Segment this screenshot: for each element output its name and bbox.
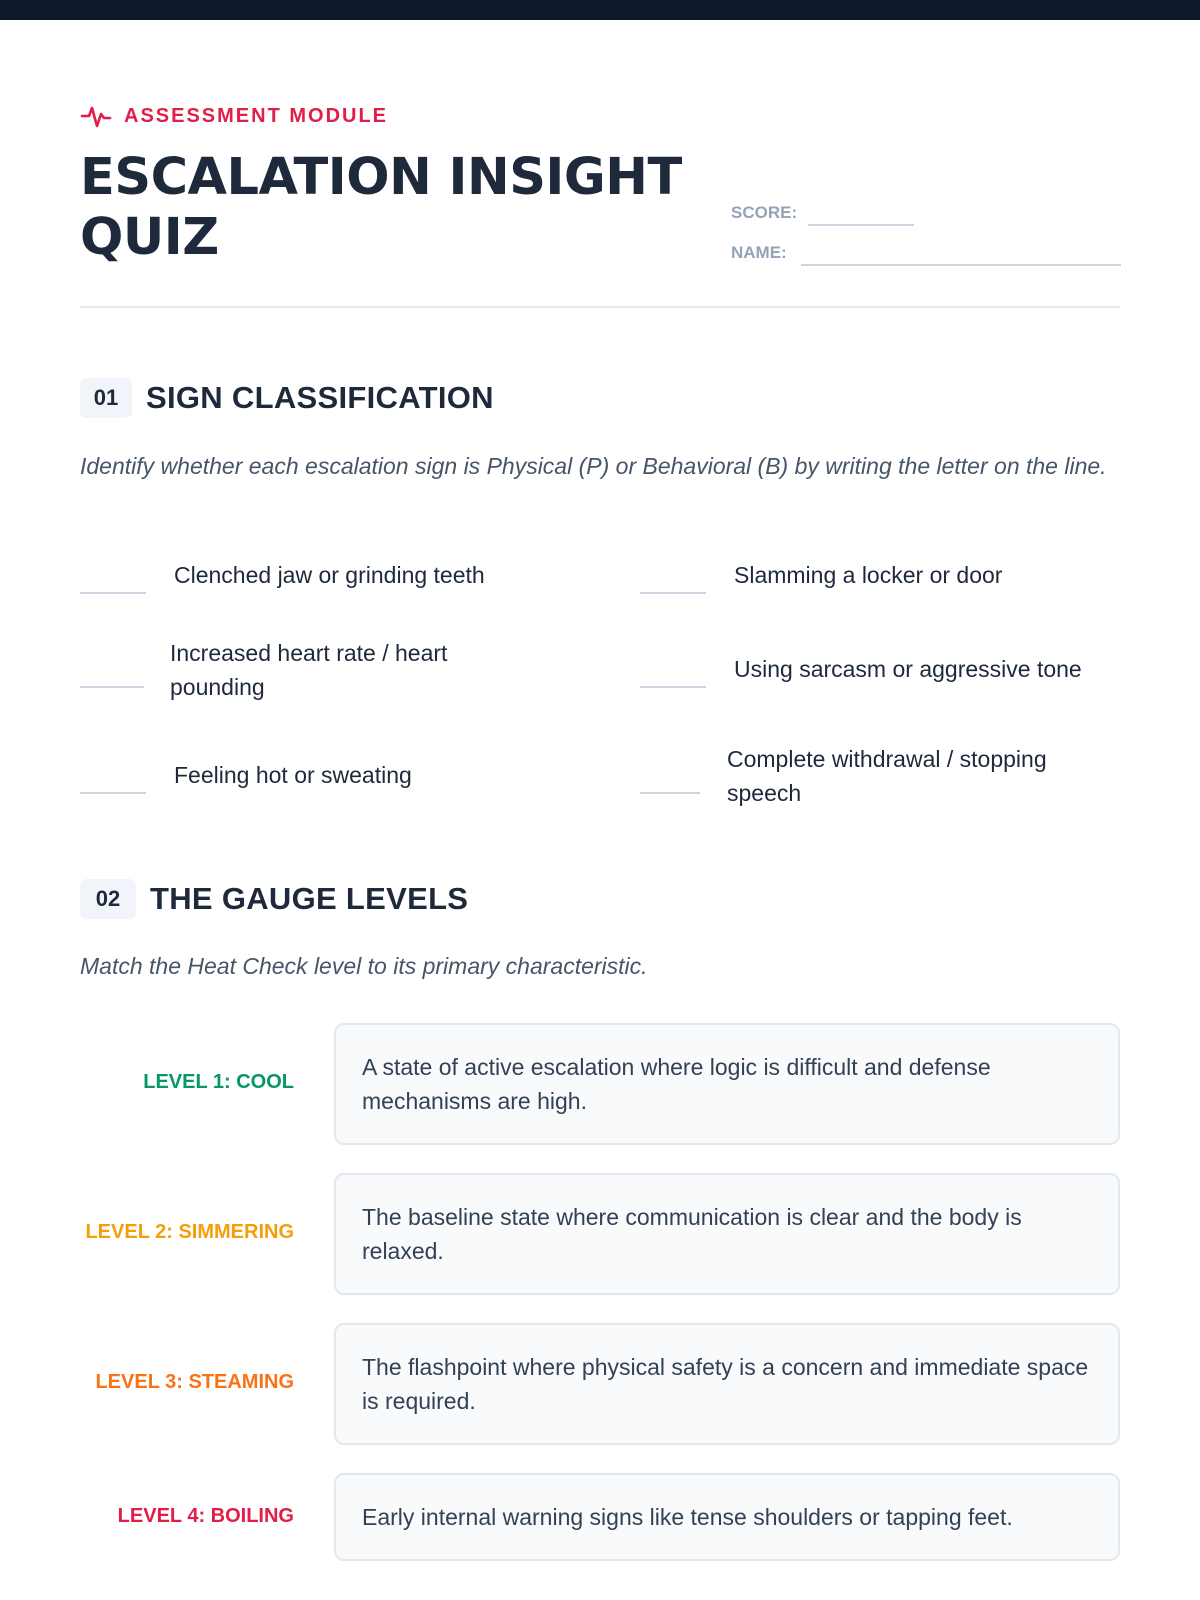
section-title: THE GAUGE LEVELS — [150, 881, 469, 916]
sign-item: Slamming a locker or door — [734, 562, 1003, 588]
description-card[interactable]: A state of active escalation where logic is difficult and defense mechanisms are high. — [334, 1023, 1120, 1145]
name-field[interactable] — [801, 264, 1121, 266]
section-2-header — [80, 879, 468, 919]
section-1-header — [80, 378, 494, 418]
page-title — [80, 148, 700, 268]
score-field[interactable] — [808, 224, 914, 226]
sign-item: Increased heart rate / heart pounding — [170, 640, 448, 700]
eyebrow-label: ASSESSMENT MODULE — [124, 104, 389, 127]
answer-line[interactable] — [640, 686, 706, 688]
answer-line[interactable] — [80, 592, 146, 594]
sign-item: Clenched jaw or grinding teeth — [174, 562, 485, 588]
level-label: LEVEL 1: COOL — [143, 1071, 294, 1093]
answer-line[interactable] — [80, 792, 146, 794]
answer-line[interactable] — [80, 686, 144, 688]
section-title: SIGN CLASSIFICATION — [146, 380, 494, 415]
title-line-2: QUIZ — [80, 208, 219, 267]
answer-line[interactable] — [640, 592, 706, 594]
level-label: LEVEL 3: STEAMING — [95, 1371, 294, 1393]
sign-item: Using sarcasm or aggressive tone — [734, 656, 1082, 682]
pulse-icon — [80, 100, 112, 132]
sign-item: Feeling hot or sweating — [174, 762, 412, 788]
score-label: SCORE: — [731, 203, 798, 222]
title-line-1: ESCALATION INSIGHT — [80, 148, 682, 207]
description-card[interactable]: Early internal warning signs like tense shoulders or tapping feet. — [334, 1473, 1120, 1561]
section-1-instructions: Identify whether each escalation sign is Physical (P) or Behavioral (B) by writing the letter on the line. — [80, 453, 1107, 479]
name-label: NAME: — [731, 243, 787, 262]
answer-line[interactable] — [640, 792, 700, 794]
level-label: LEVEL 4: BOILING — [117, 1505, 294, 1527]
section-number-badge: 02 — [80, 879, 136, 919]
section-2-instructions: Match the Heat Check level to its primary characteristic. — [80, 953, 648, 979]
top-bar — [0, 0, 1200, 20]
description-card[interactable]: The baseline state where communication is clear and the body is relaxed. — [334, 1173, 1120, 1295]
description-card[interactable]: The flashpoint where physical safety is a concern and immediate space is required. — [334, 1323, 1120, 1445]
eyebrow — [80, 100, 388, 132]
section-number-badge: 01 — [80, 378, 132, 418]
level-label: LEVEL 2: SIMMERING — [85, 1221, 294, 1243]
sign-item: Complete withdrawal / stopping speech — [727, 746, 1047, 806]
header-divider — [80, 306, 1120, 308]
